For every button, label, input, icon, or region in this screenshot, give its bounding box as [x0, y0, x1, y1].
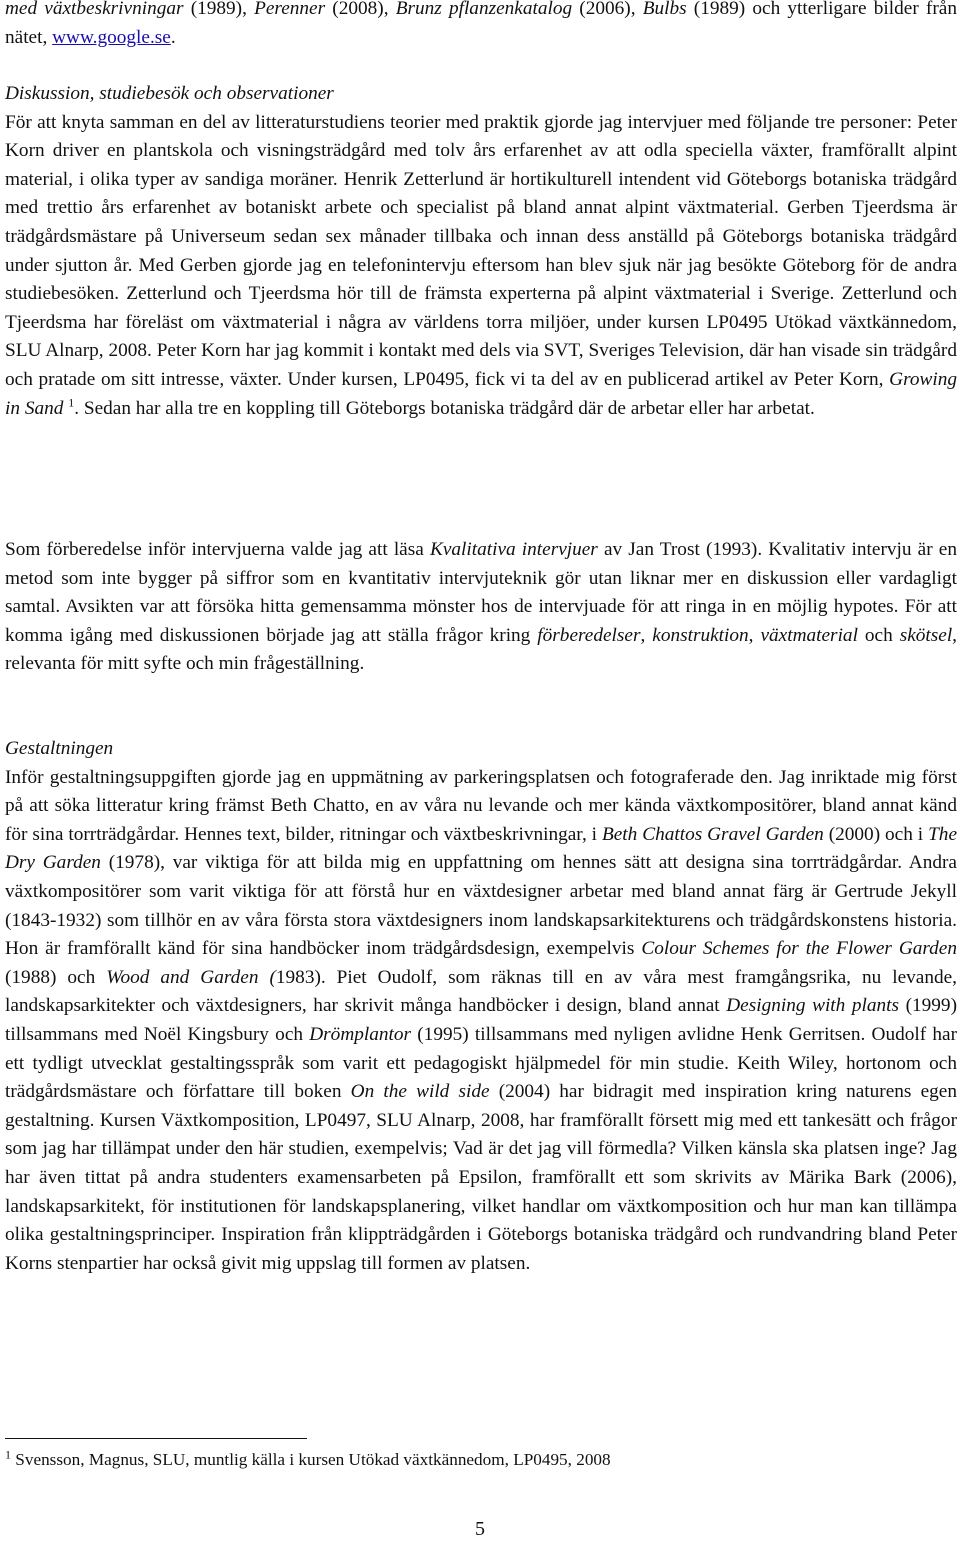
section-heading: Diskussion, studiebesök och observationer [5, 83, 334, 104]
page-number: 5 [475, 1518, 485, 1540]
keyword: skötsel, [899, 624, 958, 646]
interview-method-paragraph: Som förberedelse inför intervjuerna valde jag att läsa Kvalitativa intervjuer av Jan Trost (1993). Kvalitativ intervju är en metod som inte bygger på siffror som en kvantitativ intervjuteknik gör utan liknar mer en diskussion eller vardagligt samtal. Avsikten var att försöka hitta gemensamma mönster hos de intervjuade för att ringa in en möjlig hypotes. För att komma igång med diskussionen började jag att ställa frågor kring förberedelser, konstruktion, växtmaterial och skötsel, relevanta för mitt syfte och min frågeställning. [5, 539, 958, 675]
footnote-separator [5, 1438, 307, 1439]
keyword: förberedelser [537, 624, 641, 646]
book-title: Beth Chattos Gravel Garden [601, 823, 824, 845]
keyword: växtmaterial [760, 624, 858, 646]
book-title: med växtbeskrivningar [5, 0, 184, 19]
book-title: Bulbs [642, 0, 687, 19]
book-title: On the wild side [350, 1081, 490, 1103]
book-title: Drömplantor [309, 1023, 412, 1045]
book-title: Kvalitativa intervjuer [429, 539, 598, 560]
section-gestaltning: Gestaltningen Inför gestaltningsuppgiften gjorde jag en uppmätning av parkeringsplatsen och fotograferade den. Jag inriktade mig först på att söka litteratur kring främst Beth Chatto, en av våra nu levande och mer kända växtkompositörer, bland annat känd för sina torrträdgårdar. Hennes text, bilder, ritningar och växtbeskrivningar, i Beth Chattos Gravel Garden (2000) och i The Dry Garden (1978), var viktiga för att bilda mig en uppfattning om hennes sätt att designa sina torrträdgårdar. Andra växtkompositörer som varit viktiga för att förstå hur en växtdesigner arbetar med bland annat färg är Gertrude Jekyll (1843-1932) som tillhör en av våra första stora växtdesigners inom landskapsarkitekturens och trädgårdskonstens historia. Hon är framförallt känd för sina handböcker inom trädgårdsdesign, exempelvis Colour Schemes for the Flower Garden (1988) och Wood and Garden (1983). Piet Oudolf, som räknas till en av våra mest framgångsrika, nu levande, landskapsarkitekter och växtdesigners, har skrivit många handböcker i design, bland annat Designing with plants (1999) tillsammans med Noël Kingsbury och Drömplantor (1995) tillsammans med nyligen avlidne Henk Gerritsen. Oudolf har ett tydligt utvecklat gestaltingsspråk som varit ett pedagogiskt hjälpmedel för min studie. Keith Wiley, hortonom och trädgårdsmästare och författare till boken On the wild side (2004) har bidragit med inspiration kring naturens egen gestaltning. Kursen Växtkomposition, LP0497, SLU Alnarp, 2008, har framförallt försett mig med ett tankesätt och frågor som jag har tillämpat under den här studien, exempelvis; Vad är det jag vill förmedla? Vilken känsla ska platsen inge? Jag har även tittat på andra studenters examensarbeten på Epsilon, framförallt ett som skrivits av Märika Bark (2006), landskapsarkitekt, för institutionen för landskapsplanering, vilket handlar om växtkomposition och hur man kan tillämpa olika gestaltningsprinciper. Inspiration från klippträdgården i Göteborgs botaniska trädgård och rundvandring bland Peter Korns stenpartier har också givit mig uppslag till formen av platsen. [5, 735, 957, 1278]
book-title: Designing with plants [726, 995, 900, 1017]
footnote-reference: 1 [68, 395, 75, 410]
section-discussion: Diskussion, studiebesök och observationer För att knyta samman en del av litteraturstudiens teorier med praktik gjorde jag intervjuer med följande tre personer: Peter Korn driver en plantskola och visningsträdgård med tolv års erfarenhet av att odla speciella växter, framförallt alpint material, i olika typer av sandiga moräner. Henrik Zetterlund är hortikulturell intendent vid Göteborgs botaniska trädgård med trettio års erfarenhet av botaniskt arbete och specialist på bland annat alpint växtmaterial. Gerben Tjeerdsma är trädgårdsmästare på Universeum sedan sex månader tillbaka och innan dess anställd på Göteborgs botaniska trädgård under sjutton år. Med Gerben gjorde jag en telefonintervju eftersom han blev sjuk när jag besökte Göteborg för de andra studiebesöken. Zetterlund och Tjeerdsma hör till de främsta experterna på alpint växtmaterial i Sverige. Zetterlund och Tjeerdsma har föreläst om växtmaterial i några av världens torra miljöer, under kursen LP0495 Utökad växtkännedom, SLU Alnarp, 2008. Peter Korn har jag kommit i kontakt med dels via SVT, Sveriges Television, där han visade sin trädgård och pratade om sitt intresse, växter. Under kursen, LP0495, fick vi ta del av en publicerad artikel av Peter Korn, Growing in Sand $^1$. Sedan har alla tre en koppling till Göteborgs botaniska trädgård där de arbetar eller har arbetat. [5, 80, 957, 423]
footnote-mark: 1 [5, 1447, 11, 1462]
intro-paragraph: med växtbeskrivningar (1989), Perenner (2008), Brunz pflanzenkatalog (2006), Bulbs (1989) och ytterligare bilder från nätet, www.google.se. [5, 0, 957, 48]
google-link[interactable]: www.google.se [52, 26, 171, 48]
book-title: Brunz pflanzenkatalog [395, 0, 573, 19]
book-title: Colour Schemes for the Flower Garden [641, 938, 958, 960]
section-heading: Gestaltningen [5, 738, 114, 759]
keyword: konstruktion [652, 624, 749, 646]
footnote: $^1$ Svensson, Magnus, SLU, muntlig källa i kursen Utökad växtkännedom, LP0495, 2008 [5, 1447, 611, 1469]
book-title: Perenner [254, 0, 326, 19]
book-title: The Dry Garden [5, 823, 957, 874]
article-title: Growing in Sand [5, 368, 957, 419]
book-title: Wood and Garden ( [106, 966, 276, 988]
